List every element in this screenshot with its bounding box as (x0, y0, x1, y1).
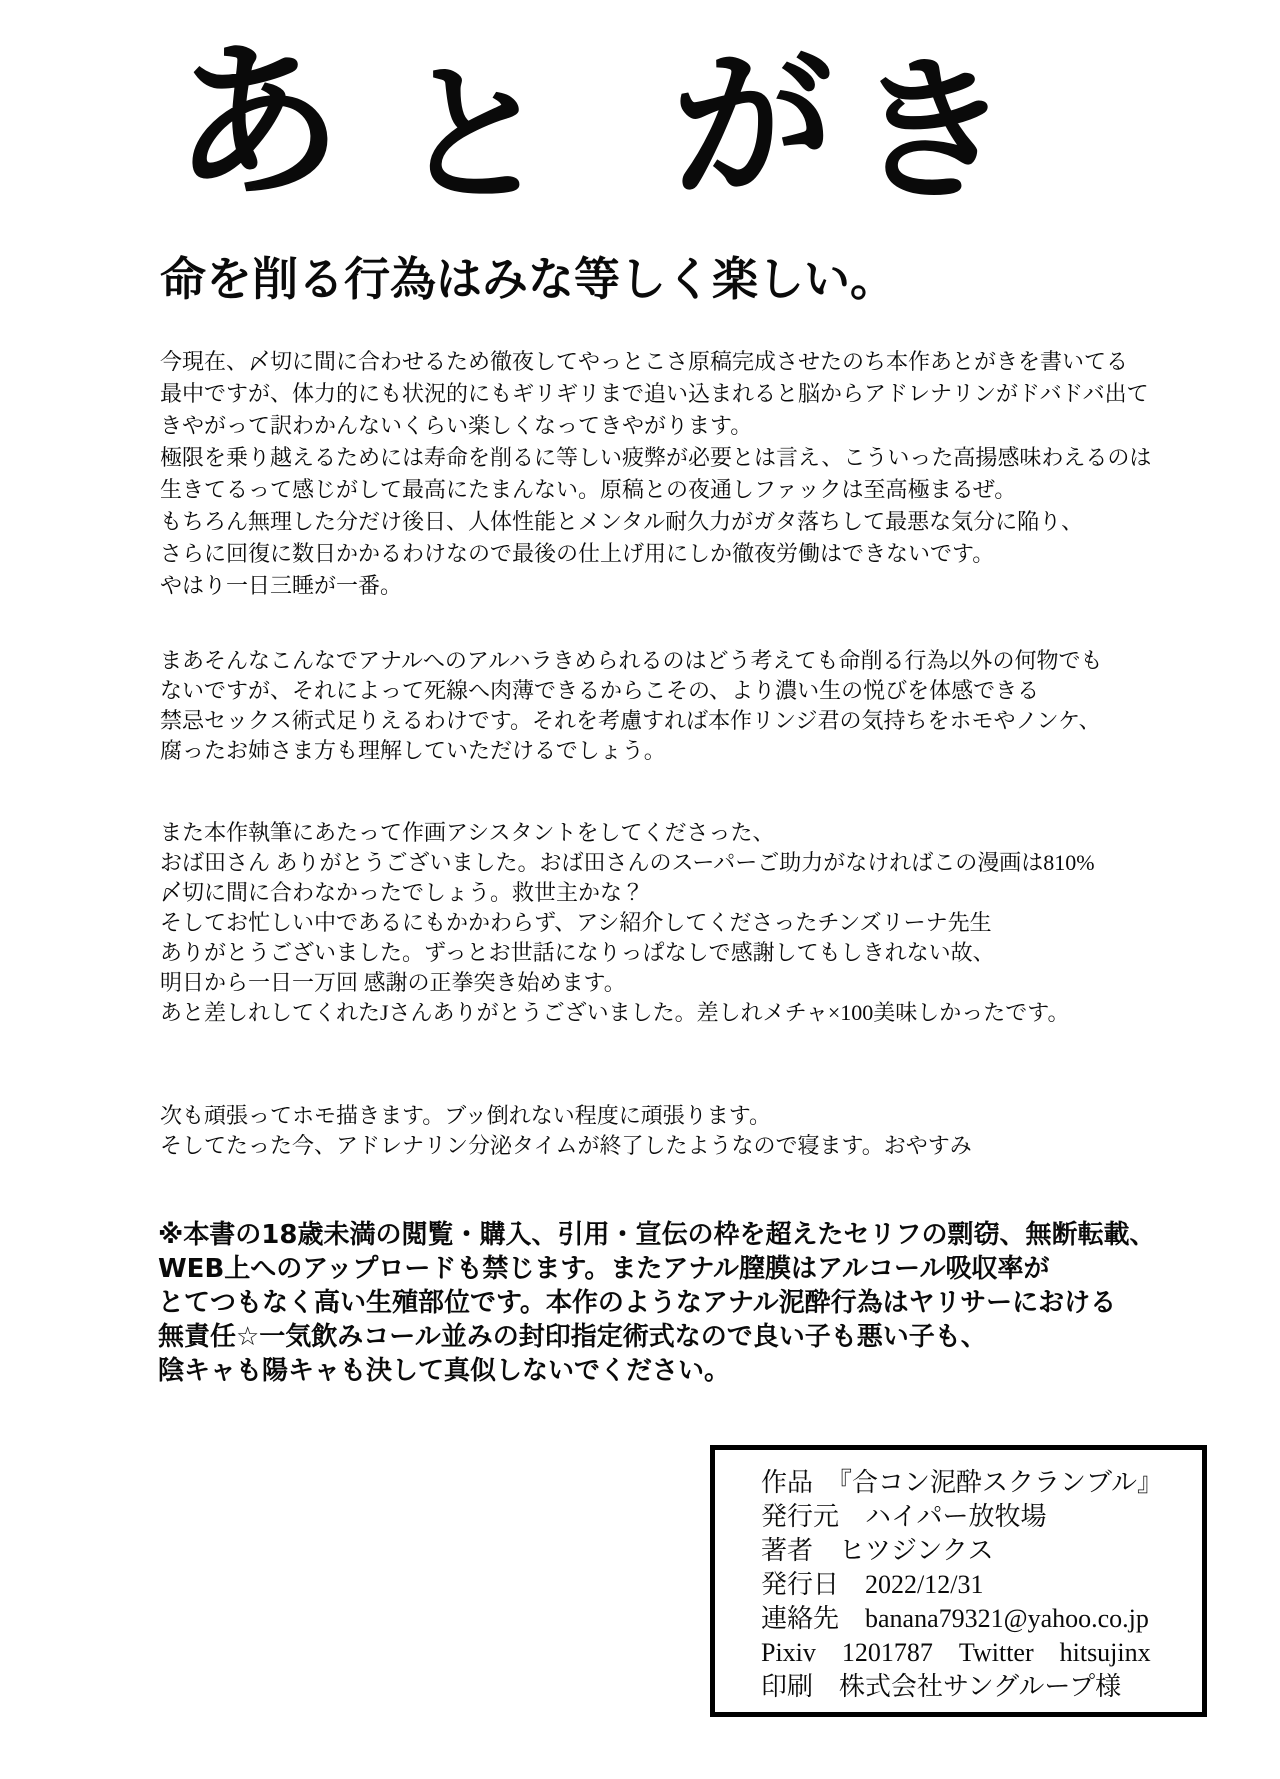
text-line: 次も頑張ってホモ描きます。ブッ倒れない程度に頑張ります。 (160, 1103, 771, 1128)
text-line: まあそんなこんなでアナルへのアルハラきめられるのはどう考えても命削る行為以外の何物でも (160, 648, 1103, 673)
title-char: と (396, 45, 554, 227)
warning-line: とてつもなく高い生殖部位です。本作のようなアナル泥酔行為はヤリサーにおける (158, 1288, 1117, 1318)
paragraph-theme (160, 646, 1230, 766)
text-line: きやがって訳わかんないくらい楽しくなってきやがります。 (160, 413, 753, 438)
text-line: そしてたった今、アドレナリン分泌タイムが終了したようなので寝ます。おやすみ (160, 1133, 972, 1158)
colophon-row-printer: 印刷 株式会社サングループ様 (761, 1672, 1122, 1701)
text-line: あと差しれしてくれたJさんありがとうございました。差しれメチャ×100美味しかったです。 (160, 1000, 1070, 1025)
text-line: やはり一日三睡が一番。 (160, 573, 403, 598)
text-line: もちろん無理した分だけ後日、人体性能とメンタル耐久力がガタ落ちして最悪な気分に陥り、 (160, 509, 1084, 534)
text-line: また本作執筆にあたって作画アシスタントをしてくださった、 (160, 820, 775, 845)
paragraph-deadline (160, 346, 1230, 602)
text-line: さらに回復に数日かかるわけなので最後の仕上げ用にしか徹夜労働はできないです。 (160, 541, 995, 566)
colophon-row-author: 著者 ヒツジンクス (761, 1536, 994, 1565)
title-char: き (851, 37, 1013, 225)
text-line: 最中ですが、体力的にも状況的にもギリギリまで追い込まれると脳からアドレナリンがドバドバ出て (160, 381, 1149, 406)
text-line: おば田さん ありがとうございました。おば田さんのスーパーご助力がなければこの漫画は810% (160, 850, 1095, 875)
title-char: が (669, 29, 837, 223)
text-line: ありがとうございました。ずっとお世話になりっぱなしで感謝してもしきれない故、 (160, 940, 995, 965)
text-line: 腐ったお姉さま方も理解していただけるでしょう。 (160, 738, 666, 763)
colophon-row-publisher: 発行元 ハイパー放牧場 (761, 1502, 1047, 1531)
title-char: あ (168, 21, 346, 225)
page-title (168, 21, 1013, 227)
warning-line: 無責任☆一気飲みコール並みの封印指定術式なので良い子も悪い子も、 (158, 1322, 987, 1352)
page-subtitle: 命を削る行為はみな等しく楽しい。 (160, 254, 896, 305)
colophon-row-contact: 連絡先 banana79321@yahoo.co.jp (761, 1604, 1149, 1633)
text-line: 〆切に間に合わなかったでしょう。救世主かな？ (160, 880, 645, 905)
warning-notice (158, 1218, 1155, 1388)
text-line: 極限を乗り越えるためには寿命を削るに等しい疲弊が必要とは言え、こういった高揚感味わえるのは (160, 445, 1152, 470)
colophon-box (710, 1445, 1207, 1717)
warning-line: ※本書の18歳未満の閲覧・購入、引用・宣伝の枠を超えたセリフの剽窃、無断転載、 (158, 1220, 1156, 1250)
text-line: 明日から一日一万回 感謝の正拳突き始めます。 (160, 970, 626, 995)
text-line: 生きてるって感じがして最高にたまんない。原稿との夜通しファックは至高極まるぜ。 (160, 477, 1017, 502)
text-line: ないですが、それによって死線へ肉薄できるからこその、より濃い生の悦びを体感できる (160, 678, 1040, 703)
warning-line: 陰キャも陽キャも決して真似しないでください。 (158, 1356, 731, 1386)
colophon-row-accounts: Pixiv 1201787 Twitter hitsujinx (761, 1638, 1151, 1667)
paragraph-thanks (160, 818, 1230, 1028)
text-line: 今現在、〆切に間に合わせるため徹夜してやっとこさ原稿完成させたのち本作あとがきを書いてる (160, 349, 1129, 374)
text-line: 禁忌セックス術式足りえるわけです。それを考慮すれば本作リンジ君の気持ちをホモやノンケ、 (160, 708, 1101, 733)
text-line: そしてお忙しい中であるにもかかわらず、アシ紹介してくださったチンズリーナ先生 (160, 910, 992, 935)
colophon-row-title: 作品 『合コン泥酔スクランブル』 (761, 1468, 1163, 1497)
colophon-row-date: 発行日 2022/12/31 (761, 1570, 984, 1599)
paragraph-closing (160, 1101, 1230, 1161)
warning-line: WEB上へのアップロードも禁じます。またアナル膣膜はアルコール吸収率が (158, 1254, 1050, 1284)
